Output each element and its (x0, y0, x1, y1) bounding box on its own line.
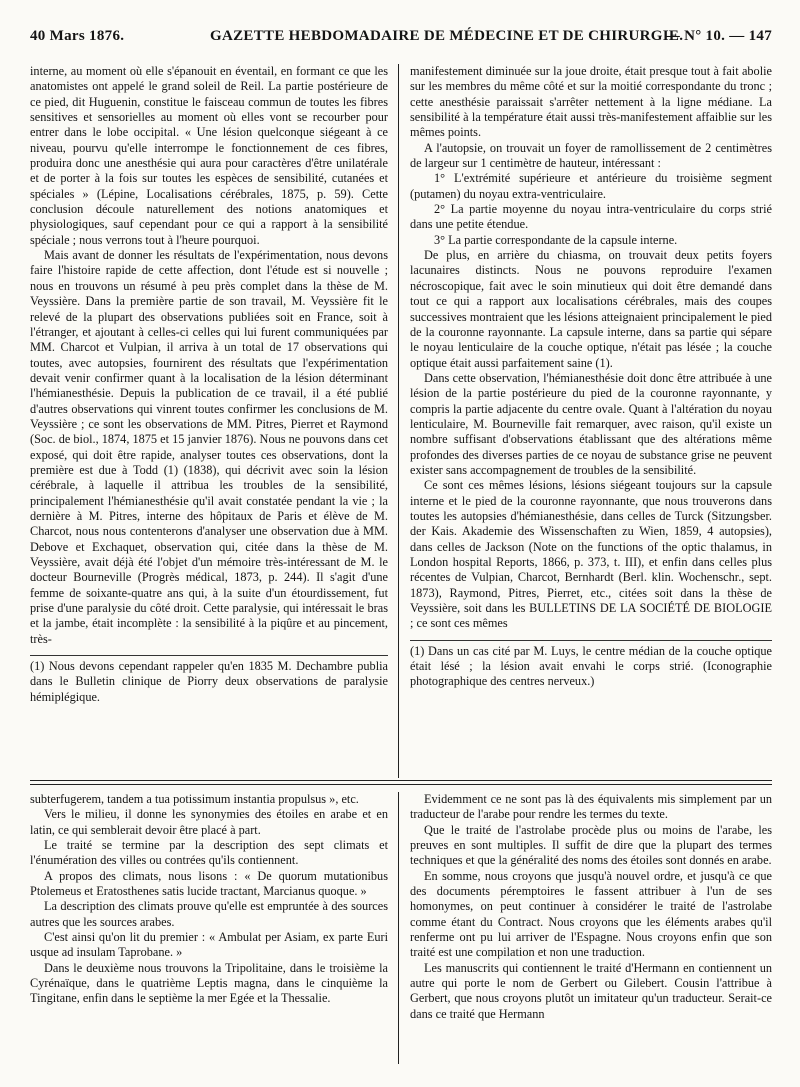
paragraph: En somme, nous croyons que jusqu'à nouvel ordre, et jusqu'à ce que des documents péremptoires le fassent attribuer à l'un de ses homonymes, on peut continuer à considérer le traité de l'astrolabe comme étant du Contract. Nous croyons que les éléments arabes qu'il renferme ont pu lui arriver de l'Espagne. Nous croyons enfin que son traité est une compilation et non une traduction. (410, 868, 772, 960)
paragraph: Dans le deuxième nous trouvons la Tripolitaine, dans le troisième la Cyrénaïque, dans le quatrième Leptis magna, dans le cinquième la Tingitane, enfin dans le septième la mer Egée et la Thessalie. (30, 960, 388, 1006)
issue-and-page-number: — N° 10. — 147 (664, 28, 772, 44)
paragraph: A propos des climats, nous lisons : « De quorum mutationibus Ptolemeus et Eratosthenes satis lucide tractant, Marcianus quoque. » (30, 868, 388, 899)
paragraph: Dans cette observation, l'hémianesthésie doit donc être attribuée à une lésion de la partie postérieure du pied de la couronne rayonnante, y compris la partie adjacente du centre ovale. Quant à l'altération du noyau lenticulaire, M. Bourneville fait remarquer, avec raison, qu'il existe un nombre suffisant d'observations établissant que des altérations même profondes des diverses parties de ce noyau de substance grise ne peuvent exister sans accompagnement de troubles de la sensibilité. (410, 370, 772, 477)
paragraph: Que le traité de l'astrolabe procède plus ou moins de l'arabe, les preuves en sont multiples. Il suffit de dire que la plupart des termes techniques et que la généralité des noms des étoiles sont donnés en arabe. (410, 822, 772, 868)
column-divider-top (398, 64, 399, 778)
section-divider (30, 780, 772, 781)
paragraph: Les manuscrits qui contiennent le traité d'Hermann en contiennent un autre qui porte le nom de Gerbert ou Gilebert. Cousin l'attribue à Gerbert, que nous croyons plutôt un imitateur qu'un traducteur. Serait-ce dans ce traité que Hermann (410, 960, 772, 1021)
paragraph: 3° La partie correspondante de la capsule interne. (434, 232, 678, 247)
paragraph: manifestement diminuée sur la joue droite, était presque tout à fait abolie sur les membres du même côté et sur la moitié correspondante du tronc ; cette anesthésie paraissait s'arrêter nettement à la ligne médiane. La sensibilité à la température était aussi très-manifestement affaiblie sur les mêmes points. (410, 64, 772, 140)
column-bottom-left (30, 792, 388, 1062)
paragraph: subterfugerem, tandem a tua potissimum instantia propulsus », etc. (30, 792, 359, 806)
paragraph: interne, au moment où elle s'épanouit en éventail, en formant ce que les anatomistes ont appelé le grand soleil de Reil. La partie postérieure de ce pied, dit Huguenin, constitue le faisceau commun de toutes les fibres sensitives et sensorielles au moment où elles vont se recourber pour entrer dans le lobe occipital. « Une lésion quelconque siégeant à ce niveau, pourvu qu'elle interrompe le fonctionnement de ces fibres, produira donc une anesthésie qui aura pour caractères d'être unilatérale et de porter à la fois sur toutes les espèces de sensibilité, cutanées et spéciales » (Lépine, Localisations cérébrales, 1875, p. 59). Cette conclusion découle naturellement des notions anatomiques et physiologiques, sauf cependant pour ce qui a rapport à la sensibilité spéciale ; nous verrons tout à l'heure pourquoi. (30, 64, 388, 247)
paragraph: A l'autopsie, on trouvait un foyer de ramollissement de 2 centimètres de largeur sur 1 centimètre de hauteur, intéressant : (410, 140, 772, 171)
header-date: 40 Mars 1876. (30, 28, 125, 44)
section-divider (30, 784, 772, 785)
footnote: (1) Dans un cas cité par M. Luys, le centre médian de la couche optique était lésé ; la lésion avait envahi le corps strié. (Iconographie photographique des centres nerveux.) (410, 643, 772, 689)
column-top-right (410, 64, 772, 769)
paragraph: Vers le milieu, il donne les synonymies des étoiles en arabe et en latin, ce qui semblerait devoir être placé à part. (30, 807, 388, 837)
footnote-rule (30, 655, 388, 656)
paragraph: La description des climats prouve qu'elle est empruntée à des sources autres que les sources arabes. (30, 899, 388, 929)
paragraph: Evidemment ce ne sont pas là des équivalents mis simplement par un traducteur de l'arabe pour rendre les termes du texte. (410, 792, 772, 822)
paragraph: 1° L'extrémité supérieure et antérieure du troisième segment (putamen) du noyau extra-ventriculaire. (410, 171, 772, 201)
footnote-rule (410, 640, 772, 641)
paragraph: Le traité se termine par la description des sept climats et l'énumération des villes ou contrées qu'ils contiennent. (30, 838, 388, 868)
page-header (30, 28, 772, 50)
column-top-left (30, 64, 388, 764)
paragraph: 2° La partie moyenne du noyau intra-ventriculaire du corps strié dans une petite étendue. (410, 202, 772, 232)
footnote: (1) Nous devons cependant rappeler qu'en 1835 M. Dechambre publia dans le Bulletin clinique de Piorry deux observations de paralysie hémiplégique. (30, 659, 388, 704)
column-divider-bottom (398, 792, 399, 1064)
journal-title: GAZETTE HEBDOMADAIRE DE MÉDECINE ET DE CHIRURGIE. (210, 28, 684, 44)
paragraph: De plus, en arrière du chiasma, on trouvait deux petits foyers lacunaires distincts. Nous ne pouvons reproduire l'examen nécroscopique, fait avec le soin minutieux qui doit être demandé dans tout ce qui a rapport aux localisations cérébrales, mais des coupes successives montraient que les lésions atteignaient principalement le pied de la couronne rayonnante. La capsule interne, dans sa partie qui sépare le noyau lenticulaire de la couche optique, n'était pas lésée ; la couche optique était aussi parfaitement saine (1). (410, 248, 772, 370)
column-bottom-right (410, 792, 772, 1062)
paragraph: Ce sont ces mêmes lésions, lésions siégeant toujours sur la capsule interne et le pied de la couronne rayonnante, que nous trouverons dans toutes les autopsies d'hémianesthésie, dans celles de Turck (Sitzungsber. der Kais. Akademie des Wissenschaften zu Wien, 1859, 4 autopsies), dans celles de Jackson (Note on the functions of the optic thalamus, in London hospital Reports, 1866, p. 373, t. III), et enfin dans celles plus récentes de Vulpian, Charcot, Bernhardt (Berl. klin. Wochenschr., sept. 1873), Raymond, Pitres, Pierret, etc., citées soit dans la thèse de Veyssière, soit dans les BULLETINS DE LA SOCIÉTÉ DE BIOLOGIE ; ce sont ces mêmes (410, 478, 772, 631)
paragraph: Mais avant de donner les résultats de l'expérimentation, nous devons faire l'histoire rapide de cette affection, dont l'étude est si nouvelle ; nous en trouvons un résumé à peu près complet dans la thèse de M. Veyssière. Dans la première partie de son travail, M. Veyssière fit le relevé de la plupart des observations publiées soit en France, soit à l'étranger, et ajoutant à celles-ci celles qui lui furent communiquées par MM. Charcot et Vulpian, il arriva à un total de 17 observations qui toutes, avec autopsies, fournirent des résultats que l'expérimentation devait venir confirmer quant à la localisation de la lésion déterminant l'hémianesthésie. Depuis la publication de ce travail, il a été publié d'autres observations qui vinrent toutes confirmer les conclusions de M. Veyssière ; ce sont les observations de MM. Pitres, Pierret et Raymond (Soc. de biol., 1874, 1875 et 15 janvier 1876). Nous ne pouvons dans cet exposé, qui doit être rapide, analyser toutes ces observations, dont la première est due à Todd (1) (1838), qui décrivit avec soin la lésion cérébrale, à laquelle il attribua les troubles de la sensibilité, principalement l'hémianesthésie qu'il avait constatée pendant la vie ; la dernière à M. Pitres, interne des hôpitaux de Paris et élève de M. Charcot, nous nous contenterons d'analyser une observation due à MM. Debove et Exchaquet, observation qui, citée dans la thèse de M. Veyssière, avait déjà été l'objet d'un mémoire très-intéressant de M. le docteur Bourneville (Progrès médical, 1873, p. 244). Il s'agit d'une femme de soixante-quatre ans qui, à la suite d'un étourdissement, fut prise d'une paralysie du côté droit. Cette paralysie, qui intéressait le bras et la jambe, était incomplète : la sensibilité à la piqûre et au pincement, très- (30, 248, 388, 646)
paragraph: C'est ainsi qu'on lit du premier : « Ambulat per Asiam, ex parte Euri usque ad insulam Taprobane. » (30, 930, 388, 960)
